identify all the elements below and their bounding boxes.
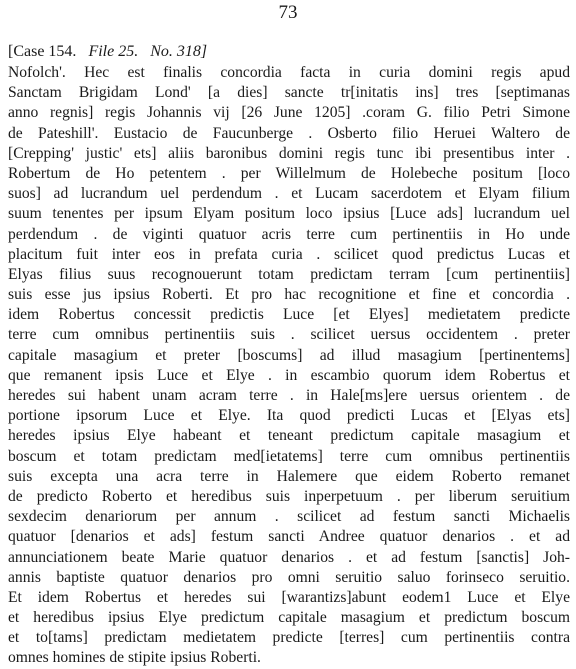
text-line: de Pateshill'. Eustacio de Faucunberge . Osberto filio Heruei Waltero de	[8, 124, 570, 142]
heading-number: No. 318]	[150, 43, 208, 60]
text-line: que remanent ipsis Luce et Elye . in escambio quorum idem Robertus et	[8, 366, 570, 384]
text-line: boscum et totam predictam med[ietatems] terre cum omnibus pertinentiis	[8, 447, 570, 465]
document-heading	[8, 42, 207, 62]
text-line: quatuor [denarios et ads] festum sancti Andree quatuor denarios . et ad	[8, 528, 570, 546]
text-line: annis baptiste quatuor denarios pro omni seruitio saluo forinseco seruitio.	[8, 568, 570, 586]
text-line: heredes sui habent unam acram terre . in Hale[ms]ere uersus orientem . de	[8, 387, 570, 404]
text-line: idem Robertus concessit predictis Luce [et Elyes] medietatem predicte	[8, 306, 570, 324]
heading-file: File 25.	[88, 43, 139, 60]
text-line: heredes ipsius Elye habeant et teneant predictum capitale masagium et	[8, 427, 570, 445]
text-line: portione ipsorum Luce et Elye. Ita quod predicti Lucas et [Elyas ets]	[8, 407, 570, 425]
text-line: Robertum de Ho petentem . per Willelmum de Holebeche positum [loco	[8, 164, 570, 182]
text-line: et heredibus ipsius Elye predictum capitale masagium et predictum boscum	[8, 609, 570, 627]
text-line: de predicto Roberto et heredibus suis inperpetuum . per liberum seruitium	[8, 487, 570, 505]
text-line: terre cum omnibus pertinentiis suis . scilicet uersus occidentem . preter	[8, 326, 570, 344]
text-line: anno regnis] regis Johannis vij [26 June 1205] .coram G. filio Petri Simone	[8, 104, 570, 122]
text-line: Sanctam Brigidam Lond' [a dies] sancte tr[initatis ins] tres [septimanas	[8, 84, 570, 102]
heading-case: [Case 154.	[8, 43, 77, 60]
text-line: et to[tams] predictam medietatem predicte [terres] cum pertinentiis contra	[8, 629, 570, 647]
text-line: perdendum . de viginti quatuor acris terre cum pertinentiis in Ho unde	[8, 225, 570, 243]
page-number: 73	[278, 2, 298, 23]
text-line: sexdecim denariorum per annum . scilicet ad festum sancti Michaelis	[8, 508, 570, 526]
text-line: placitum fuit inter eos in prefata curia . scilicet quod predictus Lucas et	[8, 245, 570, 263]
text-line: suis excepta una acra terre in Halemere que eidem Roberto remanet	[8, 467, 570, 485]
document-body	[8, 63, 570, 669]
text-line: annunciationem beate Marie quatuor denarios . et ad festum [sanctis] Joh-	[8, 548, 570, 566]
text-line: Nofolch'. Hec est finalis concordia facta in curia domini regis apud	[8, 64, 570, 81]
text-line: suos] ad lucrandum uel perdendum . et Lucam sacerdotem et Elyam filium	[8, 185, 570, 203]
text-line: Et idem Robertus et heredes sui [warantizs]abunt eodem1 Luce et Elye	[8, 588, 570, 606]
text-line: omnes homines de stipite ipsius Roberti.	[8, 649, 261, 667]
text-line: suis esse jus ipsius Roberti. Et pro hac recognitione et fine et concordia .	[8, 286, 570, 304]
text-line: capitale masagium et preter [boscums] ad illud masagium [pertinentems]	[8, 346, 570, 364]
text-line: [Crepping' justic' ets] aliis baronibus domini regis tunc ibi presentibus inter .	[8, 144, 570, 162]
text-line: suum tenentes per ipsum Elyam positum loco ipsius [Luce ads] lucrandum uel	[8, 205, 570, 223]
text-line: Elyas filius suus recognouerunt totam predictam terram [cum pertinentiis]	[8, 265, 570, 283]
